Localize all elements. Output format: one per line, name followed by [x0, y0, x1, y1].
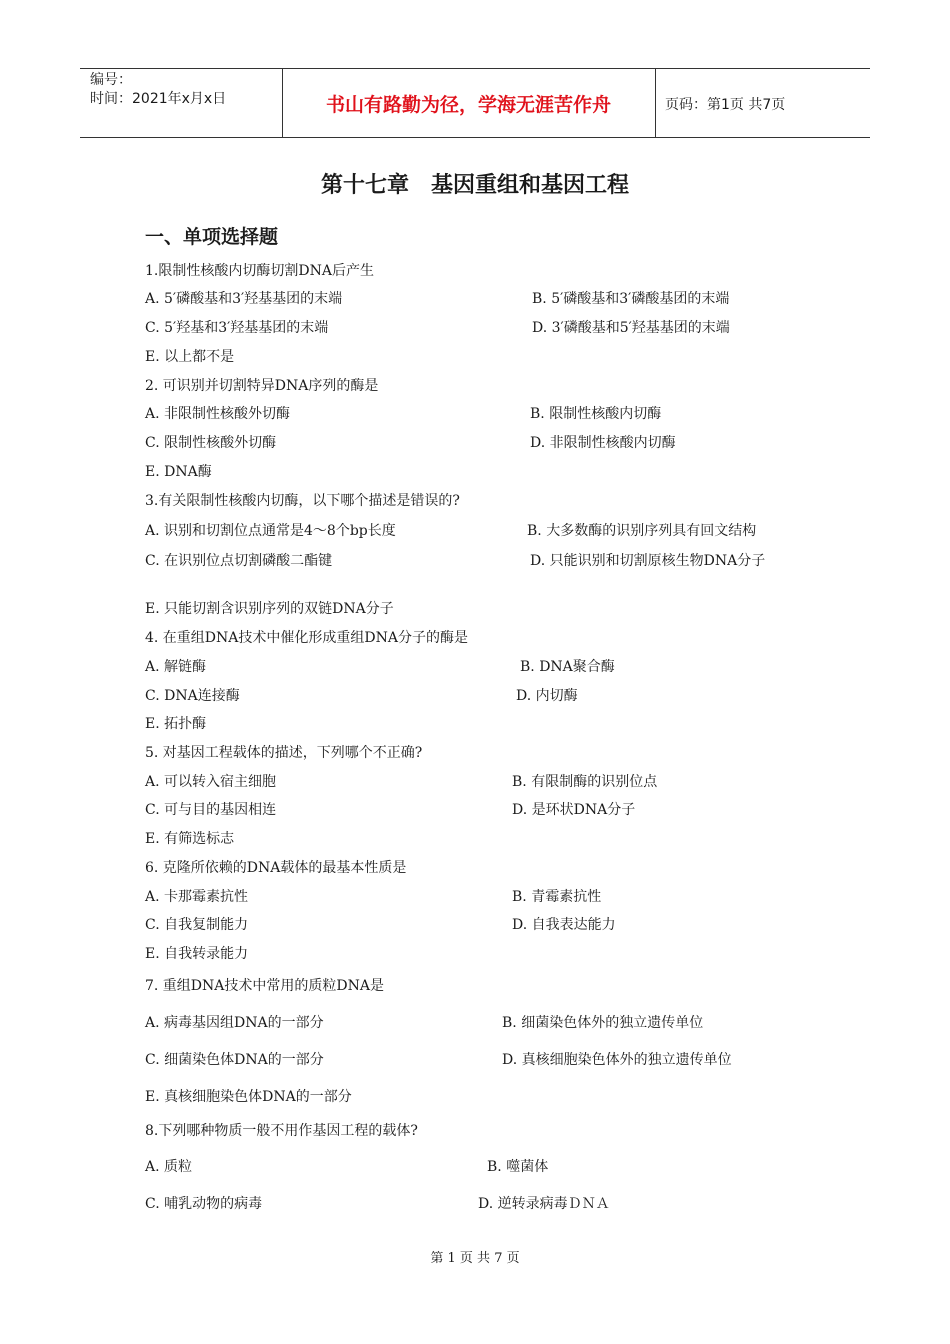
option-c: C. 限制性核酸外切酶: [145, 435, 277, 451]
option-c: C. 5′羟基和3′羟基基团的末端: [145, 320, 329, 336]
question-text: 8.下列哪种物质一般不用作基因工程的载体?: [145, 1123, 418, 1139]
option-a: A. 病毒基因组DNA的一部分: [145, 1015, 324, 1031]
option-d: D. 内切酶: [516, 688, 578, 704]
option-c: C. 自我复制能力: [145, 917, 249, 933]
option-e: E. 真核细胞染色体DNA的一部分: [145, 1089, 352, 1105]
question-text: 3.有关限制性核酸内切酶，以下哪个描述是错误的?: [145, 493, 460, 509]
option-e: E. 只能切割含识别序列的双链DNA分子: [145, 601, 394, 617]
option-a: A. 卡那霉素抗性: [145, 889, 249, 905]
option-a: A. 解链酶: [145, 659, 207, 675]
option-e: E. 有筛选标志: [145, 831, 235, 847]
option-e: E. 自我转录能力: [145, 946, 249, 962]
header-table: [80, 68, 870, 138]
option-c: C. 在识别位点切割磷酸二酯键: [145, 553, 333, 569]
question-text: 2. 可识别并切割特异DNA序列的酶是: [145, 378, 379, 394]
question-text: 6. 克隆所依赖的DNA载体的最基本性质是: [145, 860, 407, 876]
header-page-info: 页码：第1页 共7页: [665, 97, 786, 113]
option-b: B. 噬菌体: [487, 1159, 549, 1175]
option-d: D. 3′磷酸基和5′羟基基团的末端: [532, 320, 730, 336]
header-motto: 书山有路勤为径，学海无涯苦作舟: [325, 93, 611, 116]
header-meta: [90, 71, 226, 109]
option-d: D. 是环状DNA分子: [512, 802, 636, 818]
option-d: D. 自我表达能力: [512, 917, 616, 933]
chapter-title: 第十七章 基因重组和基因工程: [320, 173, 629, 198]
option-b: B. 大多数酶的识别序列具有回文结构: [527, 523, 757, 539]
option-a: A. 质粒: [145, 1159, 193, 1175]
option-d: D. 真核细胞染色体外的独立遗传单位: [502, 1052, 732, 1068]
option-b: B. DNA聚合酶: [520, 659, 615, 675]
option-c: C. DNA连接酶: [145, 688, 240, 704]
option-a: A. 5′磷酸基和3′羟基基团的末端: [145, 291, 343, 307]
option-b: B. 限制性核酸内切酶: [530, 406, 662, 422]
option-b: B. 有限制酶的识别位点: [512, 774, 658, 790]
option-a: A. 非限制性核酸外切酶: [145, 406, 291, 422]
page-footer: 第 1 页 共 7 页: [430, 1251, 520, 1266]
option-e: E. 拓扑酶: [145, 716, 207, 732]
question-text: 5. 对基因工程载体的描述，下列哪个不正确?: [145, 745, 423, 761]
number-label: 编号：: [90, 72, 132, 88]
option-d: D. 非限制性核酸内切酶: [530, 435, 676, 451]
option-a: A. 识别和切割位点通常是4～8个bp长度: [145, 523, 396, 539]
time-label: 时间：2021年x月x日: [90, 91, 227, 107]
option-b: B. 青霉素抗性: [512, 889, 602, 905]
option-c: C. 可与目的基因相连: [145, 802, 277, 818]
option-d: D. 逆转录病毒ＤＮＡ: [478, 1196, 610, 1212]
option-e: E. 以上都不是: [145, 349, 235, 365]
option-b: B. 细菌染色体外的独立遗传单位: [502, 1015, 704, 1031]
option-c: C. 哺乳动物的病毒: [145, 1196, 263, 1212]
question-text: 1.限制性核酸内切酶切割DNA后产生: [145, 263, 374, 279]
option-b: B. 5′磷酸基和3′磷酸基团的末端: [532, 291, 730, 307]
question-text: 7. 重组DNA技术中常用的质粒DNA是: [145, 978, 384, 994]
option-a: A. 可以转入宿主细胞: [145, 774, 277, 790]
option-c: C. 细菌染色体DNA的一部分: [145, 1052, 324, 1068]
header-divider: [655, 69, 656, 137]
option-e: E. DNA酶: [145, 464, 212, 480]
section-heading: 一、单项选择题: [145, 226, 279, 248]
question-text: 4. 在重组DNA技术中催化形成重组DNA分子的酶是: [145, 630, 468, 646]
option-d: D. 只能识别和切割原核生物DNA分子: [530, 553, 766, 569]
